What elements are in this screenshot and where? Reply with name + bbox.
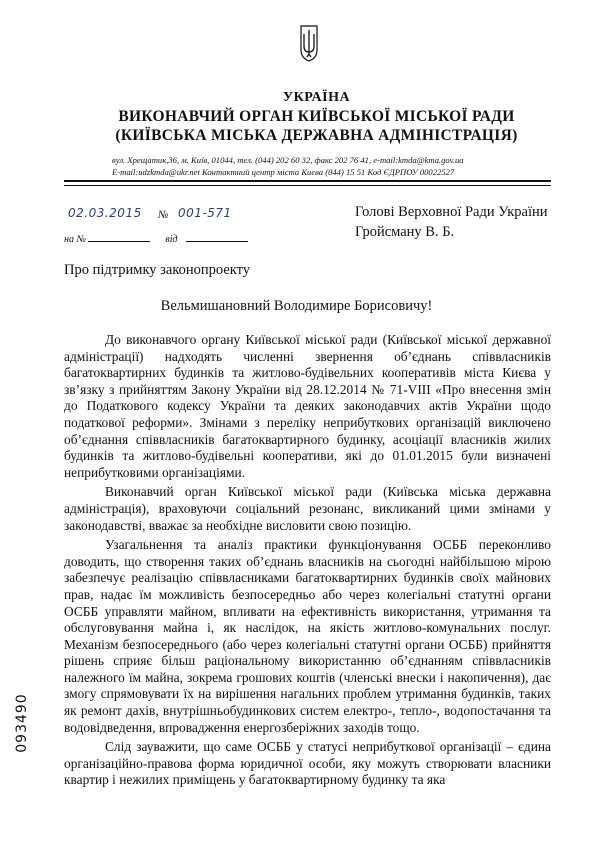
side-registration-stamp: [14, 683, 30, 763]
coat-of-arms-trident-icon: [299, 24, 319, 62]
reference-fields: [64, 232, 248, 245]
reference-date-blank: [186, 232, 248, 242]
header-divider-thin: [64, 185, 551, 186]
handwritten-date: 02.03.2015: [68, 206, 142, 220]
salutation: Вельмишановний Володимире Борисовичу!: [160, 298, 433, 314]
reference-number-label: на №: [64, 234, 86, 245]
letter-body: [64, 332, 551, 792]
addressee-block: [355, 202, 548, 242]
body-paragraph-2: Виконавчий орган Київської міської ради (Київська міська державна адміністрація), враховуючи соціальний резонанс, викликаний цими змінами у законодавстві, вважає за необхідне висловити свою позицію.: [64, 484, 551, 533]
letter-subject: Про підтримку законопроекту: [64, 262, 251, 278]
contact-line-address: вул. Хрещатик,36, м. Київ, 01044, тел. (044) 202 60 32, факс 202 76 41, e-mail:kmda@kma.gov.ua: [112, 155, 464, 165]
number-sign: №: [158, 209, 169, 221]
side-stamp-number: 093490: [14, 693, 30, 753]
body-paragraph-4: Слід зауважити, що саме ОСББ у статусі неприбуткової організації – єдина організаційно-правова форма юридичної особи, яку можуть створювати власники квартир і нежилих приміщень у багатоквартирному будинку та яка: [64, 739, 551, 788]
addressee-name: Гройсману В. Б.: [355, 224, 455, 240]
reference-number-blank: [88, 232, 150, 242]
contact-line-email: E-mail:udzkmda@ukr.net Контактний центр міста Києва (044) 15 51 Код ЄДРПОУ 00022527: [112, 167, 455, 177]
header-divider-thick: [64, 180, 551, 182]
handwritten-outgoing-number: 001-571: [178, 206, 232, 220]
reference-date-label: від: [165, 234, 178, 245]
organization-title-line2: (КИЇВСЬКА МІСЬКА ДЕРЖАВНА АДМІНІСТРАЦІЯ): [115, 127, 518, 144]
country-title: УКРАЇНА: [282, 90, 351, 105]
body-paragraph-3: Узагальнення та аналіз практики функціонування ОСББ переконливо доводить, що створення таких об’єднань власників на сьогодні найбільшою мірою забезпечує реалізацію співвласниками багатоквартирних будинків своїх майнових прав, надає їм можливість безпосередньо або через колегіальні статутні органи ОСББ управляти майном, впливати на ефективність використання, утримання та обслуговування майна і, як наслідок, на якість житлово-комунальних послуг. Механізм безпосереднього (або через колегіальні статутні органи ОСББ) прийняття рішень сприяє більш раціональному використанню об’єднанням співвласників належного їм майна, зокрема грошових коштів (членські внески і накопичення), дає змогу спрямовувати їх на вирішення нагальних проблем утримання будинків, таких як ремонт дахів, внутрішньобудинкових систем електро-, тепло-, водопостачання та водовідведення, впровадження енергозберіжних заходів тощо.: [64, 537, 551, 735]
body-paragraph-1: До виконавчого органу Київської міської ради (Київської міської державної адміністрації) надходять численні звернення об’єднань співвласників багатоквартирних будинків та житлово-будівельних кооперативів міста Києва у зв’язку з прийняттям Закону України від 28.12.2014 № 71-VIII «Про внесення змін до Податкового кодексу України та деяких законодавчих актів України щодо податкової реформи». Змінами з переліку неприбуткових організацій виключено об’єднання співвласників багатоквартирного будинку, асоціації власників жилих будинків та житлово-будівельні кооперативи, які до 01.01.2015 були визначені неприбутковими організаціями.: [64, 332, 551, 480]
addressee-position: Голові Верховної Ради України: [355, 204, 548, 220]
organization-title-line1: ВИКОНАВЧИЙ ОРГАН КИЇВСЬКОЇ МІСЬКОЇ РАДИ: [118, 108, 515, 125]
